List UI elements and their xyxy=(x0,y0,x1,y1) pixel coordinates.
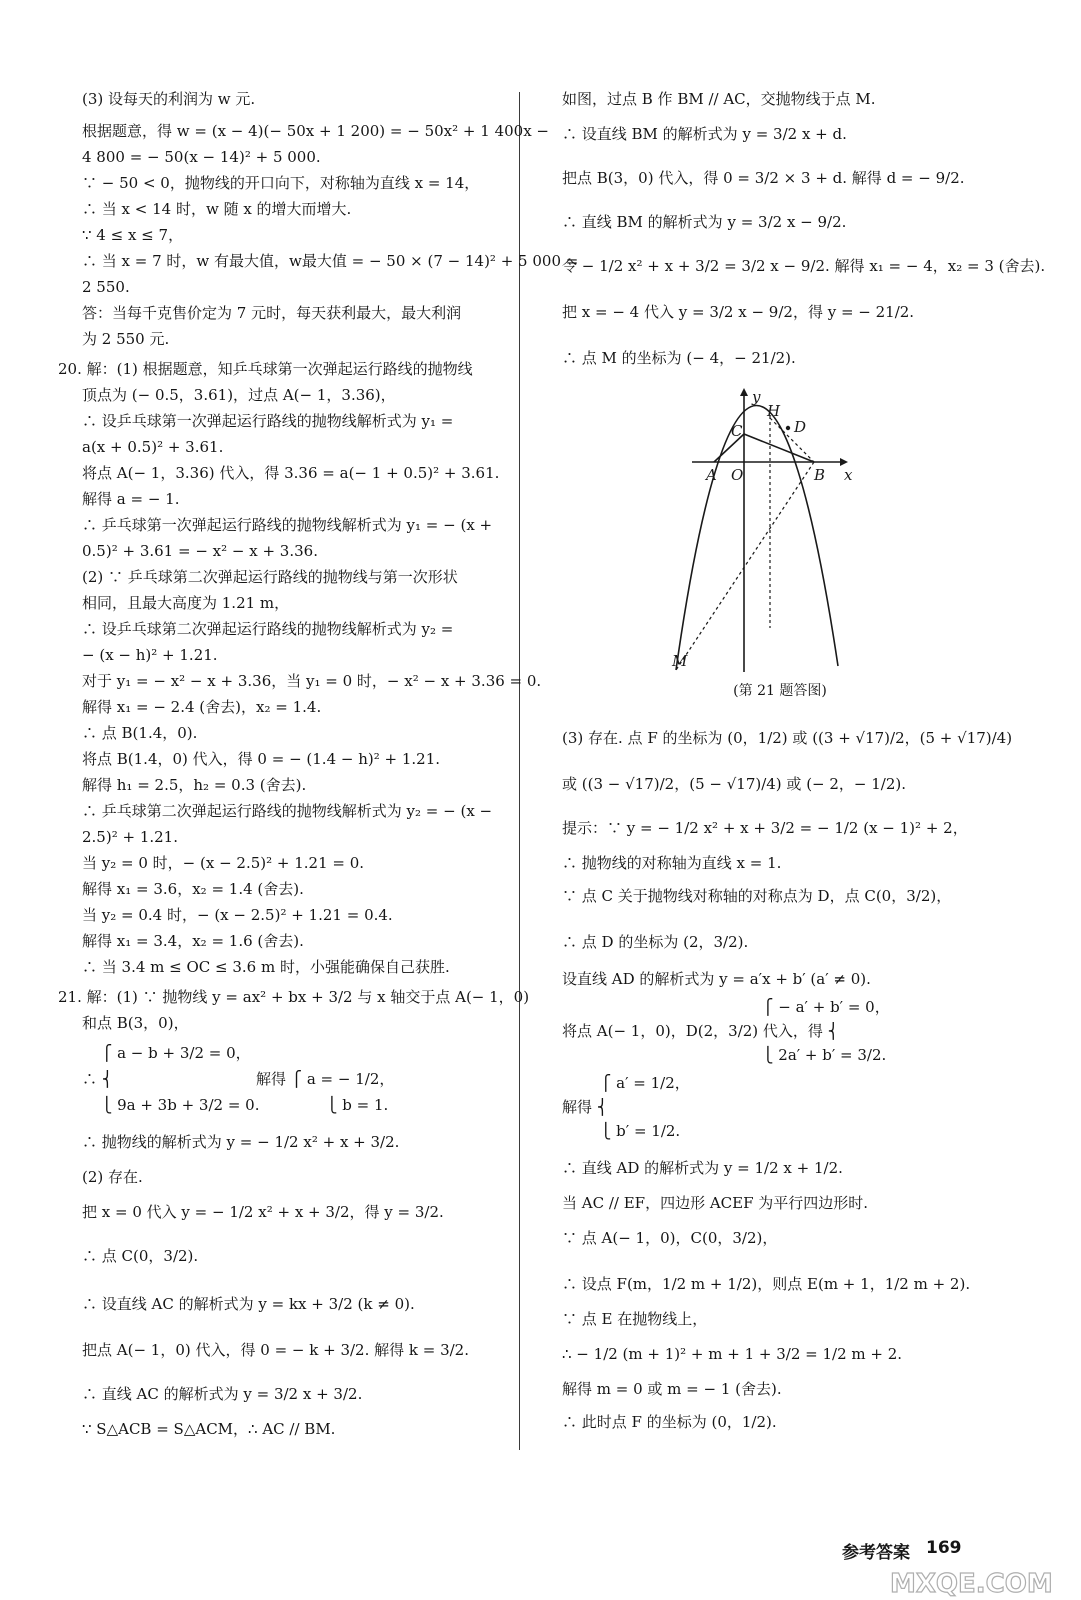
text-line: ∵ S△ACB = S△ACM，∴ AC // BM. xyxy=(82,1420,336,1438)
text-line: 解得 x₁ = 3.4，x₂ = 1.6 (舍去). xyxy=(82,932,304,950)
text-line: (3) 设每天的利润为 w 元. xyxy=(82,90,256,108)
text-line: ∴ 点 M 的坐标为 (− 4，− 21/2). xyxy=(562,349,796,367)
text-line: 2 550. xyxy=(82,278,130,296)
page-number: 169 xyxy=(926,1538,962,1558)
right-column-lower xyxy=(562,0,1046,1600)
text-line: 2.5)² + 1.21. xyxy=(82,828,178,846)
text-line: ∴ 点 D 的坐标为 (2，3/2). xyxy=(562,933,749,951)
text-line: 根据题意，得 w = (x − 4)(− 50x + 1 200) = − 50x² + 1 400x − xyxy=(82,122,550,140)
text-line: ∴ 设直线 AC 的解析式为 y = kx + 3/2 (k ≠ 0). xyxy=(82,1295,415,1313)
text-line: 解得 m = 0 或 m = − 1 (舍去). xyxy=(562,1380,782,1398)
label-y: y xyxy=(752,388,761,406)
text-line: 对于 y₁ = − x² − x + 3.36，当 y₁ = 0 时，− x² − x + 3.36 = 0. xyxy=(82,672,542,690)
text-line: 答：当每千克售价定为 7 元时，每天获利最大，最大利润 xyxy=(82,304,462,322)
text-line: − (x − h)² + 1.21. xyxy=(82,646,218,664)
text-line: ∴ 设点 F(m，1/2 m + 1/2)，则点 E(m + 1，1/2 m + 2). xyxy=(562,1275,971,1293)
text-line: ∴ 直线 BM 的解析式为 y = 3/2 x − 9/2. xyxy=(562,213,847,231)
text-line: 当 y₂ = 0 时，− (x − 2.5)² + 1.21 = 0. xyxy=(82,854,365,872)
text-line: ⎩ 9a + 3b + 3/2 = 0. ⎩ b = 1. xyxy=(82,1096,389,1114)
text-line: ∴ 点 C(0，3/2). xyxy=(82,1247,199,1265)
text-line: ⎧ a − b + 3/2 = 0， xyxy=(82,1044,251,1062)
watermark-text: MXQE.COM xyxy=(890,1569,1053,1599)
text-line: ∵ 点 E 在抛物线上， xyxy=(562,1310,708,1328)
label-b: B xyxy=(814,466,826,484)
label-d: D xyxy=(794,418,807,436)
text-line: ∴ 设直线 BM 的解析式为 y = 3/2 x + d. xyxy=(562,125,847,143)
watermark-logo xyxy=(872,1540,1072,1600)
text-line: 顶点为 (− 0.5，3.61)，过点 A(− 1，3.36)， xyxy=(82,386,396,404)
text-line: 当 AC // EF，四边形 ACEF 为平行四边形时. xyxy=(562,1194,869,1212)
text-line: ⎩ b′ = 1/2. xyxy=(562,1122,681,1140)
label-a: A xyxy=(706,466,717,484)
text-line: 把点 A(− 1，0) 代入，得 0 = − k + 3/2. 解得 k = 3/2. xyxy=(82,1341,469,1359)
text-line: ∴ 直线 AC 的解析式为 y = 3/2 x + 3/2. xyxy=(82,1385,363,1403)
text-line: 把 x = − 4 代入 y = 3/2 x − 9/2，得 y = − 21/2. xyxy=(562,303,915,321)
text-line: (3) 存在. 点 F 的坐标为 (0，1/2) 或 ((3 + √17)/2，(5 + √17)/4) xyxy=(562,729,1013,747)
text-line: 或 ((3 − √17)/2，(5 − √17)/4) 或 (− 2，− 1/2). xyxy=(562,775,907,793)
text-line: ∵ 点 A(− 1，0)，C(0，3/2)， xyxy=(562,1229,778,1247)
text-line: 为 2 550 元. xyxy=(82,330,170,348)
text-line: ∵ 点 C 关于抛物线对称轴的对称点为 D，点 C(0，3/2)， xyxy=(562,887,952,905)
label-h: H xyxy=(767,402,781,420)
label-x: x xyxy=(844,466,853,484)
text-line: ∴ 设乒乓球第一次弹起运行路线的抛物线解析式为 y₁ = xyxy=(82,412,454,430)
text-line: ∴ 乒乓球第二次弹起运行路线的抛物线解析式为 y₂ = − (x − xyxy=(82,802,493,820)
text-line: 将点 B(1.4，0) 代入，得 0 = − (1.4 − h)² + 1.21. xyxy=(82,750,441,768)
text-line: ∴ 直线 AD 的解析式为 y = 1/2 x + 1/2. xyxy=(562,1159,843,1177)
text-line: 提示：∵ y = − 1/2 x² + x + 3/2 = − 1/2 (x − 1)² + 2， xyxy=(562,819,968,837)
text-line: ⎧ a′ = 1/2， xyxy=(562,1074,690,1092)
column-divider xyxy=(519,92,520,1450)
text-line: 解得 x₁ = 3.6，x₂ = 1.4 (舍去). xyxy=(82,880,304,898)
text-line: 21. 解：(1) ∵ 抛物线 y = ax² + bx + 3/2 与 x 轴交于点 A(− 1，0) xyxy=(58,988,530,1006)
text-line: 将点 A(− 1，3.36) 代入，得 3.36 = a(− 1 + 0.5)² + 3.61. xyxy=(82,464,500,482)
text-line: 解得 a = − 1. xyxy=(82,490,180,508)
footer-label: 参考答案 xyxy=(842,1543,910,1563)
text-line: 解得 x₁ = − 2.4 (舍去)，x₂ = 1.4. xyxy=(82,698,322,716)
text-line: 相同，且最大高度为 1.21 m， xyxy=(82,594,290,612)
text-line: ∵ 4 ≤ x ≤ 7， xyxy=(82,226,184,244)
text-line: ∴ 此时点 F 的坐标为 (0，1/2). xyxy=(562,1413,777,1431)
text-line: ∴ 抛物线的对称轴为直线 x = 1. xyxy=(562,854,782,872)
text-line: ⎩ 2a′ + b′ = 3/2. xyxy=(562,1046,887,1064)
text-line: 0.5)² + 3.61 = − x² − x + 3.36. xyxy=(82,542,318,560)
left-column xyxy=(58,0,579,1600)
text-line: (2) ∵ 乒乓球第二次弹起运行路线的抛物线与第一次形状 xyxy=(82,568,458,586)
text-line: (2) 存在. xyxy=(82,1168,143,1186)
text-line: 如图，过点 B 作 BM // AC，交抛物线于点 M. xyxy=(562,90,876,108)
text-line: ∴ 当 x = 7 时，w 有最大值，w最大值 = − 50 × (7 − 14)² + 5 000 = xyxy=(82,252,579,270)
text-line: 20. 解：(1) 根据题意，知乒乓球第一次弹起运行路线的抛物线 xyxy=(58,360,473,378)
text-line: 解得 ⎨ xyxy=(562,1098,609,1116)
text-line: 将点 A(− 1，0)，D(2，3/2) 代入，得 ⎨ xyxy=(562,1022,839,1040)
figure-caption: (第 21 题答图) xyxy=(733,683,827,699)
text-line: ∴ 当 3.4 m ≤ OC ≤ 3.6 m 时，小强能确保自己获胜. xyxy=(82,958,450,976)
label-m: M xyxy=(672,652,688,670)
text-line: ∴ 点 B(1.4，0). xyxy=(82,724,198,742)
text-line: ∴ 乒乓球第一次弹起运行路线的抛物线解析式为 y₁ = − (x + xyxy=(82,516,493,534)
text-line: 设直线 AD 的解析式为 y = a′x + b′ (a′ ≠ 0). xyxy=(562,970,871,988)
text-line: 把 x = 0 代入 y = − 1/2 x² + x + 3/2，得 y = 3/2. xyxy=(82,1203,444,1221)
text-line: 解得 h₁ = 2.5，h₂ = 0.3 (舍去). xyxy=(82,776,307,794)
text-line: ∴ ⎨ 解得 ⎧ a = − 1/2， xyxy=(82,1070,395,1088)
text-line: ∴ 设乒乓球第二次弹起运行路线的抛物线解析式为 y₂ = xyxy=(82,620,454,638)
text-line: ∴ 当 x < 14 时，w 随 x 的增大而增大. xyxy=(82,200,352,218)
text-line: ⎧ − a′ + b′ = 0， xyxy=(562,998,890,1016)
text-line: 4 800 = − 50(x − 14)² + 5 000. xyxy=(82,148,321,166)
text-line: 当 y₂ = 0.4 时，− (x − 2.5)² + 1.21 = 0.4. xyxy=(82,906,393,924)
text-line: 令 − 1/2 x² + x + 3/2 = 3/2 x − 9/2. 解得 x₁ = − 4，x₂ = 3 (舍去). xyxy=(562,257,1046,275)
label-c: C xyxy=(731,422,743,440)
text-line: 和点 B(3，0)， xyxy=(82,1014,189,1032)
text-line: ∴ − 1/2 (m + 1)² + m + 1 + 3/2 = 1/2 m + 2. xyxy=(562,1345,903,1363)
text-line: ∴ 抛物线的解析式为 y = − 1/2 x² + x + 3/2. xyxy=(82,1133,400,1151)
text-line: 把点 B(3，0) 代入，得 0 = 3/2 × 3 + d. 解得 d = − 9/2. xyxy=(562,169,965,187)
text-line: a(x + 0.5)² + 3.61. xyxy=(82,438,224,456)
text-line: ∵ − 50 < 0，抛物线的开口向下，对称轴为直线 x = 14， xyxy=(82,174,480,192)
label-o: O xyxy=(731,466,744,484)
